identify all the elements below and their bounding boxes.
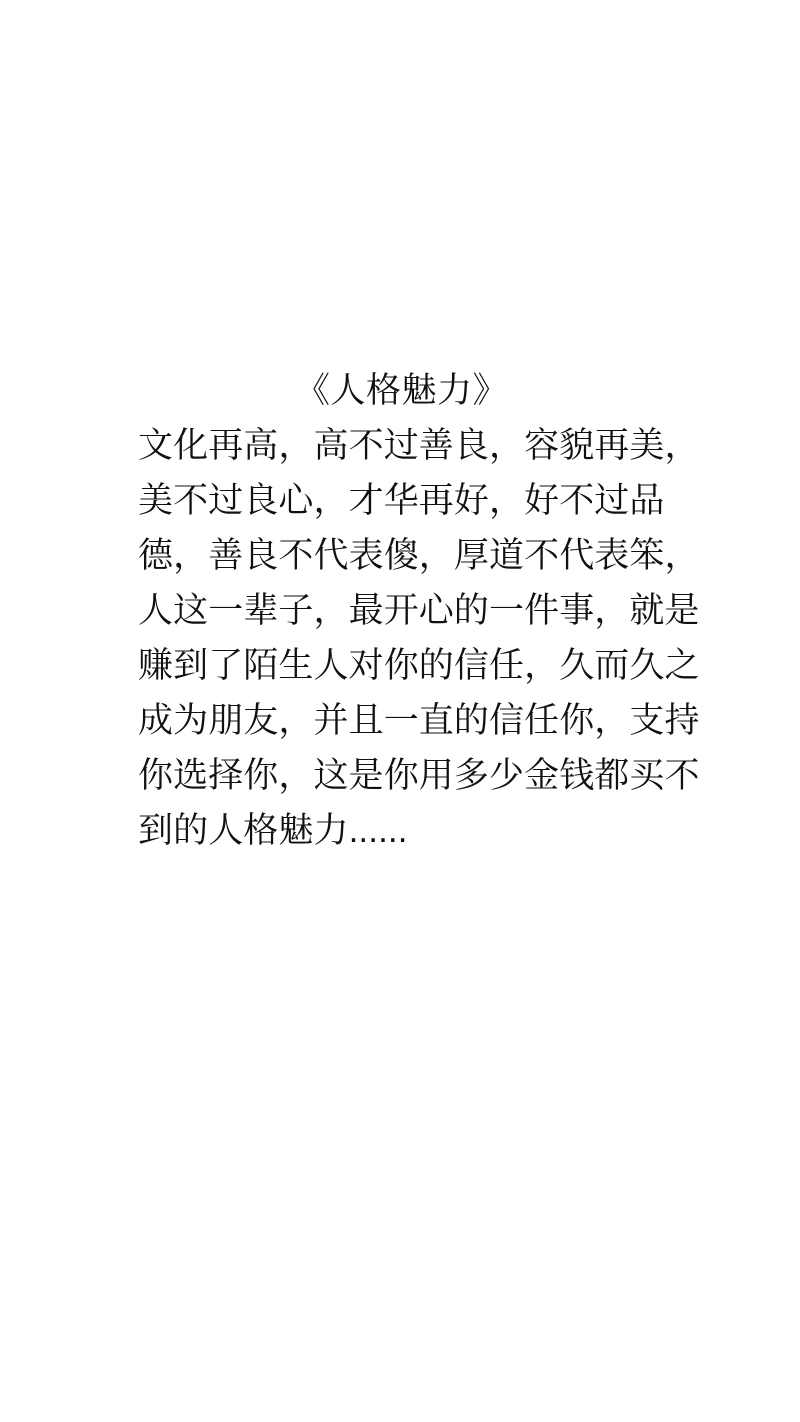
text-line: 美不过良心，才华再好，好不过品: [138, 481, 665, 520]
page-title: 《人格魅力》: [294, 371, 508, 410]
text-line: 你选择你，这是你用多少金钱都买不: [138, 756, 700, 795]
text-line: 德，善良不代表傻，厚道不代表笨，: [138, 536, 700, 575]
text-line: 文化再高，高不过善良，容貌再美，: [138, 426, 700, 465]
text-line: 成为朋友，并且一直的信任你，支持: [138, 701, 700, 740]
text-line: 人这一辈子，最开心的一件事，就是: [138, 591, 700, 630]
text-card: [138, 363, 700, 858]
text-line: 到的人格魅力......: [138, 811, 408, 850]
text-line: 赚到了陌生人对你的信任，久而久之: [138, 646, 700, 685]
